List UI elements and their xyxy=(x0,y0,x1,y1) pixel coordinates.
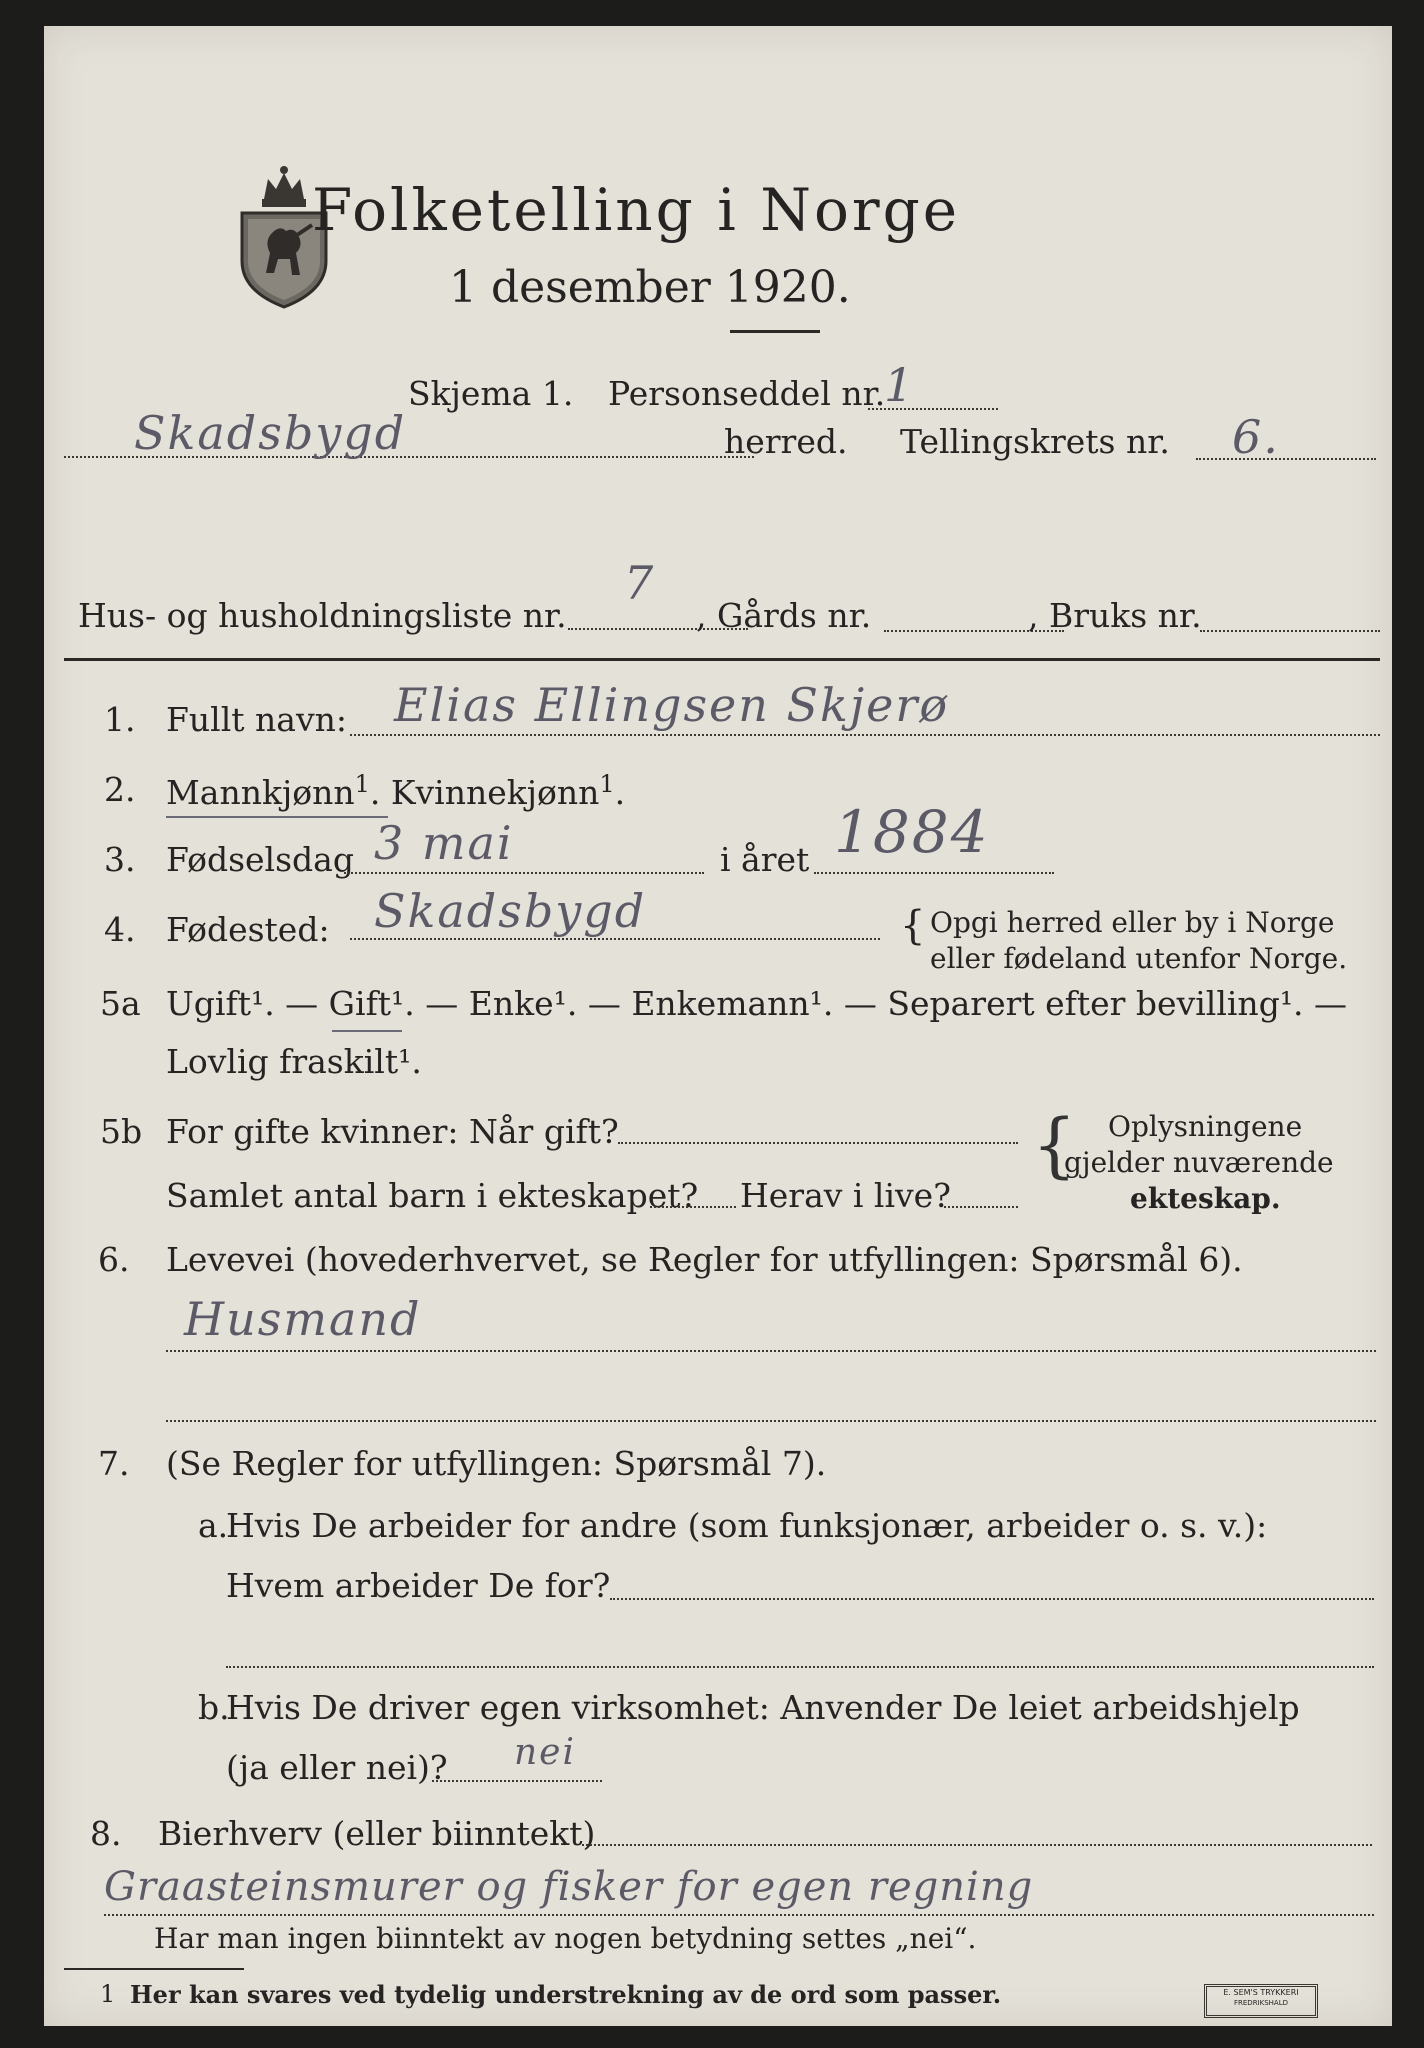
q7b-line1: Hvis De driver egen virksomhet: Anvender De leiet arbeidshjelp xyxy=(226,1688,1300,1727)
employer-field[interactable] xyxy=(610,1598,1374,1600)
q8-number: 8. xyxy=(90,1814,122,1853)
brace-right: { xyxy=(1032,1104,1077,1186)
gender-male-option[interactable]: Mannkjønn xyxy=(166,773,355,812)
gards-label: , Gårds nr. xyxy=(696,596,872,635)
occupation-field[interactable] xyxy=(166,1350,1376,1352)
marital-status-options: Ugift¹. — Gift¹. — Enke¹. — Enkemann¹. — Separert efter bevilling¹. — xyxy=(166,984,1348,1023)
form-date: 1 desember 1920. xyxy=(449,262,851,313)
q3-label: Fødselsdag xyxy=(166,840,354,879)
q7b-number: b. xyxy=(198,1688,230,1727)
birthplace-note-1: Opgi herred eller by i Norge xyxy=(930,906,1335,939)
birthplace-value: Skadsbygd xyxy=(374,884,647,938)
q5b-number: 5b xyxy=(100,1112,143,1151)
year-label: i året xyxy=(720,840,810,879)
side-income-field-2[interactable] xyxy=(104,1914,1374,1916)
herred-value: Skadsbygd xyxy=(134,406,407,460)
q5b-label-2: Samlet antal barn i ekteskapet? xyxy=(166,1176,699,1215)
title-divider xyxy=(730,330,820,333)
children-alive-field[interactable] xyxy=(944,1206,1018,1208)
footnote-divider xyxy=(64,1968,244,1970)
birthplace-field[interactable] xyxy=(350,938,880,940)
tellingskrets-label: Tellingskrets nr. xyxy=(900,422,1170,461)
side-income-field[interactable] xyxy=(582,1844,1372,1846)
q7b-line2: (ja eller nei)? xyxy=(226,1748,448,1787)
q2-number: 2. xyxy=(104,770,136,809)
birthdate-field[interactable] xyxy=(344,872,704,874)
male-underline-mark xyxy=(166,816,388,818)
q7a-line2: Hvem arbeider De for? xyxy=(226,1566,611,1605)
q5b-label-3: Herav i live? xyxy=(740,1176,951,1215)
printer-line-2: FREDRIKSHALD xyxy=(1233,1999,1288,2007)
occupation-field-2[interactable] xyxy=(166,1420,1376,1422)
q6-label: Levevei (hovederhvervet, se Regler for utfyllingen: Spørsmål 6). xyxy=(166,1240,1243,1279)
q7a-number: a. xyxy=(198,1506,229,1545)
bruks-label: , Bruks nr. xyxy=(1028,596,1202,635)
printer-stamp xyxy=(1204,1984,1318,2018)
q7-label: (Se Regler for utfyllingen: Spørsmål 7). xyxy=(166,1444,827,1483)
hired-help-field[interactable] xyxy=(432,1780,602,1782)
q1-label: Fullt navn: xyxy=(166,700,347,739)
birthplace-note-2: eller fødeland utenfor Norge. xyxy=(930,942,1348,975)
header-divider xyxy=(64,658,1380,661)
bruks-field[interactable] xyxy=(1200,630,1380,632)
full-name-value: Elias Ellingsen Skjerø xyxy=(394,678,950,732)
tellingskrets-value: 6. xyxy=(1232,410,1280,464)
married-when-field[interactable] xyxy=(618,1142,1018,1144)
q1-number: 1. xyxy=(104,700,136,739)
birthyear-field[interactable] xyxy=(814,872,1054,874)
q6-number: 6. xyxy=(98,1240,130,1279)
brace-left: { xyxy=(900,903,926,949)
hus-value: 7 xyxy=(624,556,656,610)
q5b-note-2: gjelder nuværende xyxy=(1064,1146,1334,1179)
marital-status-line2: Lovlig fraskilt¹. xyxy=(166,1042,422,1081)
personseddel-label: Personseddel nr. xyxy=(608,374,886,413)
gender-female-option[interactable]: Kvinnekjønn xyxy=(390,773,600,812)
gift-underline-mark xyxy=(332,1030,402,1032)
herred-label: herred. xyxy=(724,422,848,461)
q8-label: Bierhverv (eller biinntekt) xyxy=(158,1814,596,1853)
q5a-number: 5a xyxy=(100,984,141,1023)
census-form-page xyxy=(44,26,1392,2026)
gender-options: Mannkjønn$^1$. Kvinnekjønn$^1$. xyxy=(166,770,626,812)
birthyear-value: 1884 xyxy=(834,798,990,866)
form-title: Folketelling i Norge xyxy=(312,176,961,244)
employer-field-2[interactable] xyxy=(226,1666,1374,1668)
footnote-mark: 1 xyxy=(100,1980,116,2008)
full-name-field[interactable] xyxy=(350,734,1380,736)
footnote-text: Her kan svares ved tydelig understrekning av de ord som passer. xyxy=(130,1980,1002,2009)
birthdate-value: 3 mai xyxy=(374,816,514,870)
q8-note: Har man ingen biinntekt av nogen betydning settes „nei“. xyxy=(154,1922,977,1955)
q7a-line1: Hvis De arbeider for andre (som funksjonær, arbeider o. s. v.): xyxy=(226,1506,1268,1545)
q5b-note-3: ekteskap. xyxy=(1130,1182,1281,1215)
personseddel-value: 1 xyxy=(884,358,916,412)
q3-number: 3. xyxy=(104,840,136,879)
hus-label: Hus- og husholdningsliste nr. xyxy=(78,596,567,635)
skjema-label: Skjema 1. xyxy=(408,374,574,413)
tellingskrets-field[interactable] xyxy=(1196,458,1376,460)
q4-number: 4. xyxy=(104,910,136,949)
printer-line-1: E. SEM'S TRYKKERI xyxy=(1223,1988,1299,1997)
occupation-value: Husmand xyxy=(184,1292,422,1346)
q5b-note-1: Oplysningene xyxy=(1108,1110,1303,1143)
q7-number: 7. xyxy=(98,1444,130,1483)
q4-label: Fødested: xyxy=(166,910,330,949)
hired-help-value: nei xyxy=(514,1732,577,1773)
children-count-field[interactable] xyxy=(650,1206,736,1208)
q5b-label-1: For gifte kvinner: Når gift? xyxy=(166,1112,619,1151)
side-income-value: Graasteinsmurer og fisker for egen regning xyxy=(104,1864,1034,1910)
